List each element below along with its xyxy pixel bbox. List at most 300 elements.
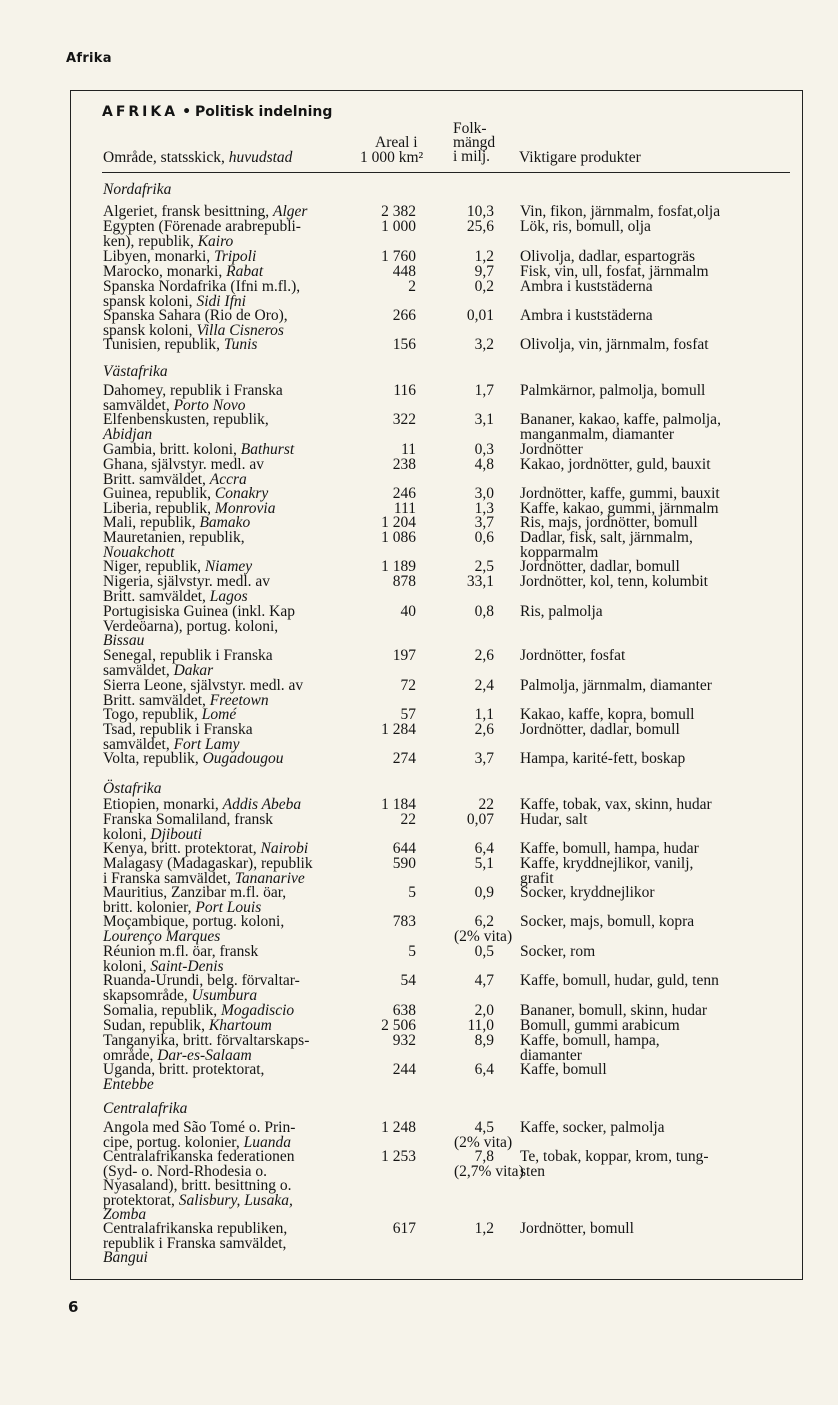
area-text: protektorat, <box>103 1191 179 1209</box>
products-line: Kaffe, socker, palmolja <box>520 1119 665 1136</box>
area-text: Centralafrikanska federationen <box>103 1148 295 1165</box>
population-line: 0,8 <box>474 603 494 620</box>
row-areal: 617 <box>392 1220 416 1237</box>
products-line: Hudar, salt <box>520 811 588 828</box>
header-products: Viktigare produkter <box>519 149 641 166</box>
row-population <box>440 913 513 945</box>
area-text: Nigeria, självstyr. medl. av <box>103 573 271 590</box>
area-text: samväldet, <box>103 396 174 414</box>
capital-name: Alger <box>273 203 308 220</box>
row-area <box>103 813 373 842</box>
capital-name: Dakar <box>173 661 214 679</box>
row-areal: 590 <box>392 855 416 872</box>
row-population <box>440 649 494 664</box>
row-area <box>103 723 373 752</box>
population-line: 3,7 <box>474 750 494 767</box>
area-text: Elfenbenskusten, republik, <box>103 411 269 428</box>
area-text: Britt. samväldet, <box>103 470 210 488</box>
row-areal: 156 <box>392 336 416 353</box>
row-areal: 1 184 <box>381 796 416 813</box>
region-heading: Västafrika <box>103 363 168 380</box>
population-line: 6,4 <box>474 840 494 857</box>
header-area-italic: huvudstad <box>228 149 293 166</box>
row-population <box>440 280 494 295</box>
area-text: koloni, <box>103 825 151 843</box>
row-population <box>440 531 494 546</box>
capital-name: Djibouti <box>150 825 203 843</box>
area-line <box>103 752 373 767</box>
products-line: Kaffe, bomull <box>520 1061 607 1078</box>
products-line: kopparmalm <box>520 543 599 561</box>
row-areal: 266 <box>392 307 416 324</box>
area-line <box>103 1251 373 1266</box>
row-products <box>520 857 790 886</box>
products-line: Fisk, vin, ull, fosfat, järnmalm <box>520 263 709 280</box>
area-text: Senegal, republik i Franska <box>103 647 273 664</box>
population-line: (2% vita) <box>454 927 513 945</box>
row-population <box>440 384 494 399</box>
capital-name: Bissau <box>103 632 145 649</box>
products-line: Kaffe, bomull, hampa, hudar <box>520 840 699 857</box>
capital-name: Rabat <box>226 263 264 280</box>
row-population <box>440 605 494 620</box>
row-area <box>103 915 373 944</box>
products-line: Jordnötter, bomull <box>520 1220 634 1237</box>
row-products <box>520 338 790 353</box>
row-area <box>103 309 373 338</box>
row-area <box>103 605 373 649</box>
row-population <box>440 1119 513 1151</box>
population-line: 0,3 <box>474 441 494 458</box>
area-text: Sierra Leone, självstyr. medl. av <box>103 677 304 694</box>
area-text: Sudan, republik, <box>103 1017 209 1034</box>
row-areal: 932 <box>392 1032 416 1049</box>
population-line: 5,1 <box>474 855 494 872</box>
page-number: 6 <box>68 1298 79 1316</box>
row-areal: 1 189 <box>381 558 416 575</box>
row-population <box>440 752 494 767</box>
area-text: samväldet, <box>103 661 174 679</box>
row-population <box>440 220 494 235</box>
area-text: Mauretanien, republik, <box>103 529 245 546</box>
row-areal: 274 <box>392 750 416 767</box>
header-areal-1: Areal i <box>375 134 418 151</box>
row-population <box>440 309 494 324</box>
products-line: Te, tobak, koppar, krom, tung- <box>520 1148 709 1165</box>
area-text: Réunion m.fl. öar, fransk <box>103 943 259 960</box>
header-areal-2: 1 000 km² <box>360 149 424 166</box>
row-products <box>520 1222 790 1237</box>
row-area <box>103 1222 373 1266</box>
area-text: spansk koloni, <box>103 321 197 339</box>
region-heading: Centralafrika <box>103 1100 188 1117</box>
area-line <box>103 986 373 1004</box>
products-line: diamanter <box>520 1046 582 1064</box>
row-areal: 2 382 <box>381 203 416 220</box>
row-area <box>103 752 373 767</box>
population-line: 10,3 <box>466 203 494 220</box>
capital-name: Bathurst <box>240 441 295 458</box>
products-line: Bananer, bomull, skinn, hudar <box>520 1002 708 1019</box>
row-areal: 22 <box>400 811 416 828</box>
row-areal: 322 <box>392 411 416 428</box>
area-line <box>103 338 373 353</box>
population-line: 4,7 <box>474 972 494 989</box>
products-line: Kakao, jordnötter, guld, bauxit <box>520 456 711 473</box>
products-line: Kakao, kaffe, kopra, bomull <box>520 706 695 723</box>
table-title-main: AFRIKA <box>102 104 179 120</box>
area-text: Gambia, britt. koloni, <box>103 441 241 458</box>
row-area <box>103 649 373 678</box>
row-areal: 72 <box>400 677 416 694</box>
area-text: Kenya, britt. protektorat, <box>103 840 261 857</box>
area-text: Tsad, republik i Franska <box>103 721 253 738</box>
header-pop-3: i milj. <box>453 148 491 165</box>
population-line: 6,2 <box>474 913 494 930</box>
area-text: Tanganyika, britt. förvaltarskaps- <box>103 1032 310 1049</box>
population-line: (2% vita) <box>454 1133 513 1151</box>
products-line: sten <box>520 1162 545 1180</box>
area-text: Niger, republik, <box>103 558 205 575</box>
running-head: Afrika <box>66 51 112 66</box>
area-text: Angola med São Tomé o. Prin- <box>103 1119 296 1136</box>
population-line: 9,7 <box>474 263 494 280</box>
table-title-sub: Politisk indelning <box>195 104 333 120</box>
row-areal: 1 760 <box>381 248 416 265</box>
population-line: 33,1 <box>466 573 494 590</box>
capital-name: Luanda <box>243 1133 291 1151</box>
row-areal: 2 506 <box>381 1017 416 1034</box>
capital-name: Conakry <box>214 485 269 502</box>
header-pop-1: Folk- <box>453 120 487 137</box>
row-areal: 111 <box>393 500 416 517</box>
capital-name: Lomé <box>201 706 237 723</box>
products-line: Olivolja, dadlar, espartogräs <box>520 248 695 265</box>
capital-name: Sidi Ifni <box>196 292 246 310</box>
row-products <box>520 280 790 295</box>
products-line: Palmkärnor, palmolja, bomull <box>520 382 706 399</box>
population-line: 25,6 <box>466 218 494 235</box>
area-text: Etiopien, monarki, <box>103 796 223 813</box>
capital-name: Accra <box>209 470 247 488</box>
capital-name: Nouakchott <box>103 543 175 561</box>
area-text: Britt. samväldet, <box>103 587 210 605</box>
row-products <box>520 309 790 324</box>
area-line <box>103 661 373 679</box>
capital-name: Bangui <box>103 1249 148 1266</box>
row-population <box>440 458 494 473</box>
area-text: Malagasy (Madagaskar), republik <box>103 855 313 872</box>
population-line: 7,8 <box>474 1148 494 1165</box>
area-text: Egypten (Förenade arabrepubli- <box>103 218 301 235</box>
products-line: Socker, kryddnejlikor <box>520 884 655 901</box>
products-line: Lök, ris, bomull, olja <box>520 218 651 235</box>
area-text: Algeriet, fransk besittning, <box>103 203 274 220</box>
area-text: britt. kolonier, <box>103 898 196 916</box>
population-line: 0,01 <box>466 307 494 324</box>
capital-name: Niamey <box>204 558 253 575</box>
row-areal: 1 086 <box>381 529 416 546</box>
capital-name: Monrovia <box>214 500 276 517</box>
row-areal: 878 <box>392 573 416 590</box>
products-line: Jordnötter, dadlar, bomull <box>520 721 680 738</box>
title-separator: • <box>182 104 192 120</box>
products-line: Palmolja, järnmalm, diamanter <box>520 677 712 694</box>
row-products <box>520 886 790 901</box>
area-text: Volta, republik, <box>103 750 203 767</box>
row-area <box>103 857 373 886</box>
region-heading: Nordafrika <box>103 181 172 198</box>
area-text: (Syd- o. Nord-Rhodesia o. <box>103 1162 268 1180</box>
row-products <box>520 649 790 664</box>
row-population <box>440 679 494 694</box>
products-line: Hampa, karité-fett, boskap <box>520 750 686 767</box>
population-line: 0,9 <box>474 884 494 901</box>
row-areal: 1 284 <box>381 721 416 738</box>
row-products <box>520 605 790 620</box>
area-text: Ghana, självstyr. medl. av <box>103 456 264 473</box>
row-area <box>103 1121 373 1150</box>
products-line: Jordnötter <box>520 441 583 458</box>
products-line: Kaffe, bomull, hampa, <box>520 1032 660 1049</box>
row-areal: 644 <box>392 840 416 857</box>
row-area <box>103 575 373 604</box>
row-population <box>440 723 494 738</box>
row-area <box>103 338 373 353</box>
capital-name: Port Louis <box>195 898 262 916</box>
capital-name: Entebbe <box>103 1075 154 1093</box>
row-population <box>440 945 494 960</box>
area-text: republik i Franska samväldet, <box>103 1234 287 1252</box>
products-line: Kaffe, bomull, hudar, guld, tenn <box>520 972 719 989</box>
area-text: spansk koloni, <box>103 292 197 310</box>
row-population <box>440 1148 524 1180</box>
products-line: grafit <box>520 869 554 887</box>
products-line: Jordnötter, kol, tenn, kolumbit <box>520 573 708 590</box>
row-area <box>103 1034 373 1063</box>
population-line: 2,5 <box>474 558 494 575</box>
capital-name: Nairobi <box>260 840 309 857</box>
population-line: 11,0 <box>467 1017 494 1034</box>
capital-name: Abidjan <box>103 425 153 443</box>
products-line: Kaffe, kakao, gummi, järnmalm <box>520 500 719 517</box>
capital-name: Tunis <box>223 336 258 353</box>
row-areal: 2 <box>408 278 416 295</box>
row-area <box>103 1150 373 1223</box>
products-line: Olivolja, vin, järnmalm, fosfat <box>520 336 709 353</box>
row-area <box>103 945 373 974</box>
capital-name: Salisbury, Lusaka, <box>178 1191 293 1209</box>
products-line: Dadlar, fisk, salt, järnmalm, <box>520 529 693 546</box>
area-text: Guinea, republik, <box>103 485 215 502</box>
row-products <box>520 723 790 738</box>
area-text: område, <box>103 1046 158 1064</box>
population-line: 2,6 <box>474 647 494 664</box>
area-text: Togo, republik, <box>103 706 202 723</box>
row-products <box>520 813 790 828</box>
row-areal: 238 <box>392 456 416 473</box>
population-line: 0,2 <box>474 278 494 295</box>
row-area <box>103 531 373 560</box>
row-areal: 1 248 <box>381 1119 416 1136</box>
area-text: Spanska Sahara (Rio de Oro), <box>103 307 288 324</box>
area-text: Libyen, monarki, <box>103 248 215 265</box>
row-products <box>520 531 790 560</box>
row-population <box>440 413 494 428</box>
area-line <box>103 1075 373 1093</box>
row-area <box>103 458 373 487</box>
population-line: 4,5 <box>474 1119 494 1136</box>
area-text: i Franska samväldet, <box>103 869 235 887</box>
capital-name: Bamako <box>199 514 251 531</box>
capital-name: Usumbura <box>191 986 258 1004</box>
row-population <box>440 575 494 590</box>
area-text: Somalia, republik, <box>103 1002 221 1019</box>
area-text: Liberia, republik, <box>103 500 215 517</box>
area-line <box>103 425 373 443</box>
row-area <box>103 886 373 915</box>
population-line: 6,4 <box>474 1061 494 1078</box>
area-text: koloni, <box>103 957 151 975</box>
row-area <box>103 384 373 413</box>
row-products <box>520 945 790 960</box>
row-products <box>520 915 790 930</box>
row-population <box>440 857 494 872</box>
population-line: 1,1 <box>474 706 494 723</box>
area-text: Ruanda-Urundi, belg. förvaltar- <box>103 972 300 989</box>
row-areal: 1 000 <box>381 218 416 235</box>
area-text: Moçambique, portug. koloni, <box>103 913 285 930</box>
products-line: manganmalm, diamanter <box>520 425 675 443</box>
row-products <box>520 1063 790 1078</box>
capital-name: Freetown <box>209 691 269 709</box>
products-line: Vin, fikon, järnmalm, fosfat,olja <box>520 203 721 220</box>
row-products <box>520 679 790 694</box>
row-areal: 57 <box>400 706 416 723</box>
area-text: Centralafrikanska republiken, <box>103 1220 288 1237</box>
row-population <box>440 886 494 901</box>
population-line: 0,5 <box>474 943 494 960</box>
capital-name: Porto Novo <box>173 396 246 414</box>
area-text: skapsområde, <box>103 986 192 1004</box>
population-line: 2,4 <box>474 677 494 694</box>
row-areal: 246 <box>392 485 416 502</box>
row-population <box>440 1034 494 1049</box>
population-line: 1,7 <box>474 382 494 399</box>
population-line: 0,6 <box>474 529 494 546</box>
row-areal: 1 253 <box>381 1148 416 1165</box>
row-areal: 638 <box>392 1002 416 1019</box>
population-line: 8,9 <box>474 1032 494 1049</box>
row-products <box>520 752 790 767</box>
population-line: 3,1 <box>474 411 494 428</box>
row-areal: 11 <box>401 441 416 458</box>
area-text: samväldet, <box>103 735 174 753</box>
products-line: Jordnötter, dadlar, bomull <box>520 558 680 575</box>
area-text: Marocko, monarki, <box>103 263 227 280</box>
area-text: ken), republik, <box>103 232 198 250</box>
products-line: Ris, majs, jordnötter, bomull <box>520 514 698 531</box>
products-line: Ambra i kuststäderna <box>520 307 653 324</box>
population-line: 22 <box>478 796 494 813</box>
row-products <box>520 220 790 235</box>
capital-name: Lourenço Marques <box>103 927 221 945</box>
row-population <box>440 1063 494 1078</box>
row-area <box>103 974 373 1003</box>
row-products <box>520 1121 790 1136</box>
capital-name: Mogadiscio <box>220 1002 295 1019</box>
row-areal: 448 <box>392 263 416 280</box>
row-areal: 116 <box>393 382 416 399</box>
population-line: 3,0 <box>474 485 494 502</box>
products-line: Socker, rom <box>520 943 596 960</box>
population-line: 4,8 <box>474 456 494 473</box>
capital-name: Kairo <box>197 232 234 250</box>
capital-name: Tananarive <box>234 869 305 887</box>
population-line: 3,7 <box>474 514 494 531</box>
area-text: Mauritius, Zanzibar m.fl. öar, <box>103 884 287 901</box>
population-line: (2,7% vita) <box>454 1162 524 1180</box>
header-pop-2: mängd <box>453 134 496 151</box>
population-line: 1,2 <box>474 248 494 265</box>
capital-name: Ougadougou <box>202 750 284 767</box>
area-text: Mali, republik, <box>103 514 200 531</box>
capital-name: Villa Cisneros <box>196 321 284 339</box>
products-line: Bananer, kakao, kaffe, palmolja, <box>520 411 721 428</box>
area-text: Britt. samväldet, <box>103 691 210 709</box>
row-areal: 54 <box>400 972 416 989</box>
area-text: Spanska Nordafrika (Ifni m.fl.), <box>103 278 301 295</box>
products-line: Kaffe, tobak, vax, skinn, hudar <box>520 796 712 813</box>
row-areal: 783 <box>392 913 416 930</box>
products-line: Kaffe, kryddnejlikor, vanilj, <box>520 855 694 872</box>
population-line: 2,0 <box>474 1002 494 1019</box>
row-areal: 40 <box>400 603 416 620</box>
population-line: 1,3 <box>474 500 494 517</box>
area-line <box>103 587 373 605</box>
row-areal: 5 <box>408 943 416 960</box>
area-text: Verdeöarna), portug. koloni, <box>103 617 279 635</box>
row-products <box>520 1034 790 1063</box>
products-line: Jordnötter, kaffe, gummi, bauxit <box>520 485 720 502</box>
row-population <box>440 338 494 353</box>
area-text: Portugisiska Guinea (inkl. Kap <box>103 603 296 620</box>
row-products <box>520 1150 790 1179</box>
row-products <box>520 458 790 473</box>
area-text: Uganda, britt. protektorat, <box>103 1061 265 1078</box>
capital-name: Zomba <box>103 1206 147 1223</box>
products-line: Ris, palmolja <box>520 603 603 620</box>
population-line: 1,2 <box>474 1220 494 1237</box>
population-line: 2,6 <box>474 721 494 738</box>
area-line <box>103 927 373 945</box>
region-heading: Östafrika <box>103 780 162 797</box>
capital-name: Lagos <box>209 587 248 605</box>
row-products <box>520 413 790 442</box>
row-area <box>103 679 373 708</box>
row-areal: 1 204 <box>381 514 416 531</box>
row-population <box>440 1222 494 1237</box>
row-population <box>440 974 494 989</box>
area-text: Nyasaland), britt. besittning o. <box>103 1177 292 1194</box>
products-line: Socker, majs, bomull, kopra <box>520 913 695 930</box>
area-line <box>103 232 373 250</box>
population-line: 0,07 <box>466 811 494 828</box>
row-areal: 197 <box>392 647 416 664</box>
row-areal: 244 <box>392 1061 416 1078</box>
area-text: cipe, portug. kolonier, <box>103 1133 244 1151</box>
population-line: 3,2 <box>474 336 494 353</box>
